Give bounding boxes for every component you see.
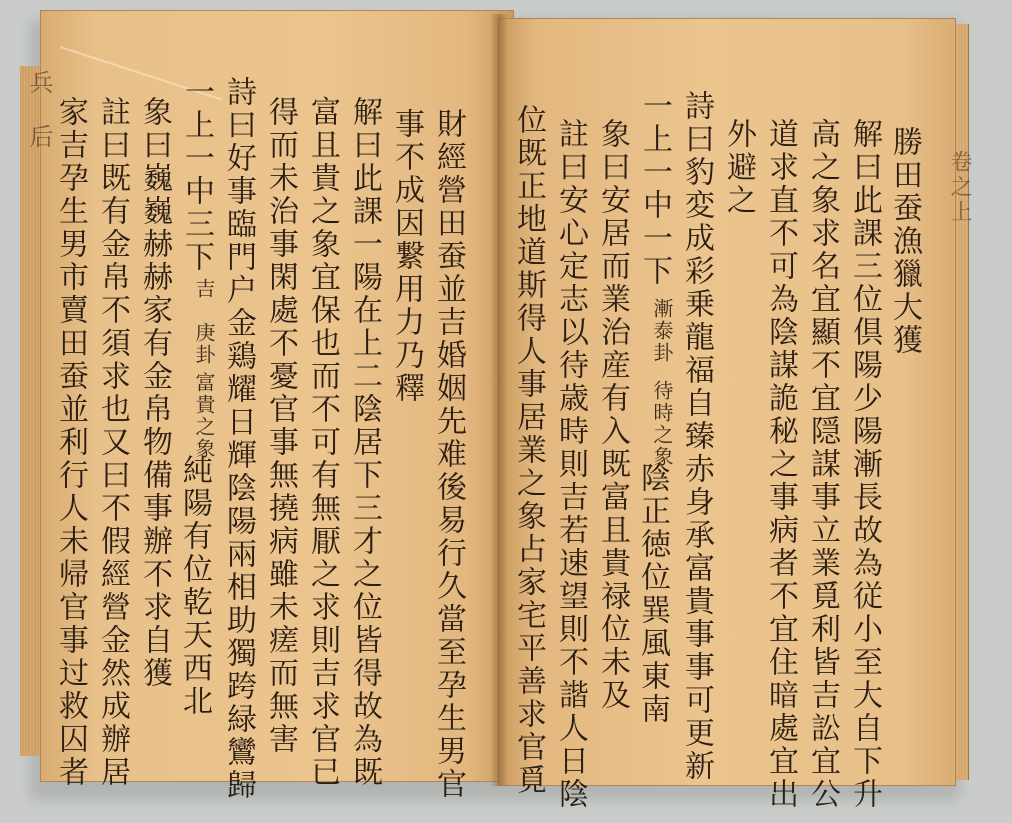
right-column-8: 象曰安居而業治産有入既富且貴禄位未及 [595,118,630,712]
left-column-1: 財經營田蚕並吉婚姻先难後易行久當至孕生男官 [431,108,466,801]
right-page-stack [956,24,969,780]
left-column-3: 解曰此課一陽在上二陰居下三才之位皆得故為既 [347,96,382,789]
right-column-6: 詩曰豹変成彩乗龍福自臻赤身承富貴事事可更新 [679,90,714,783]
right-column-3: 高之象求名宜顯不宜隠謀事立業覓利皆吉訟宜公 [805,118,840,811]
left-column-4: 富且貴之象宜保也而不可有無厭之求則吉求官已 [305,96,340,789]
left-inline-note-tail: 純陽有位乾天西北 [177,454,212,718]
book-gutter [490,14,508,786]
right-column-2: 解曰此課三位倶陽少陽漸長故為従小至大自下升 [847,118,882,811]
left-column-6: 詩曰好事臨門户金鶏耀日輝陰陽兩相助獨跨緑鸞歸 [221,76,256,802]
left-column-8: 象曰巍巍赫赫家有金帛物備事辦不求自獲 [137,96,172,690]
right-column-9: 註曰安心定志以待歳時則吉若速望則不諧人日陰 [553,118,588,811]
right-inline-note-tail: 陰正徳位巽風東南 [635,462,670,726]
left-column-9: 註曰既有金帛不須求也又曰不假經營金然成辦居 [95,96,130,789]
left-page-stack [20,66,42,756]
right-inline-note: 漸泰卦 [650,298,674,364]
right-column-4: 道求直不可為陰謀詭秘之事病者不宜住暗處宜出 [763,118,798,811]
left-edge-mark: 兵 后 [25,70,53,151]
left-inline-note: 吉 庚卦 [192,278,216,366]
left-column-5: 得而未治事閑處不憂官事無撓病雖未瘥而無害 [263,96,298,756]
left-column-7: 一上一中三下 [179,76,214,274]
right-inline-note-small: 待時之象 [650,380,674,468]
left-inline-note-small: 富貴之象 [192,372,216,460]
right-column-7: 一上一中一下 [637,90,672,288]
left-column-2: 事不成因繋用力乃釋 [389,108,424,405]
right-column-1: 勝田蚕漁獵大獲 [887,126,922,357]
right-column-5: 外避之 [721,118,756,217]
right-column-10: 位既正地道斯得人事居業之象占家宅平善求官覓 [511,104,546,797]
right-edge-mark: 卷之上 [947,150,972,225]
left-column-10: 家吉孕生男市賣田蚕並利行人未帰官事过救囚者 [53,96,88,789]
